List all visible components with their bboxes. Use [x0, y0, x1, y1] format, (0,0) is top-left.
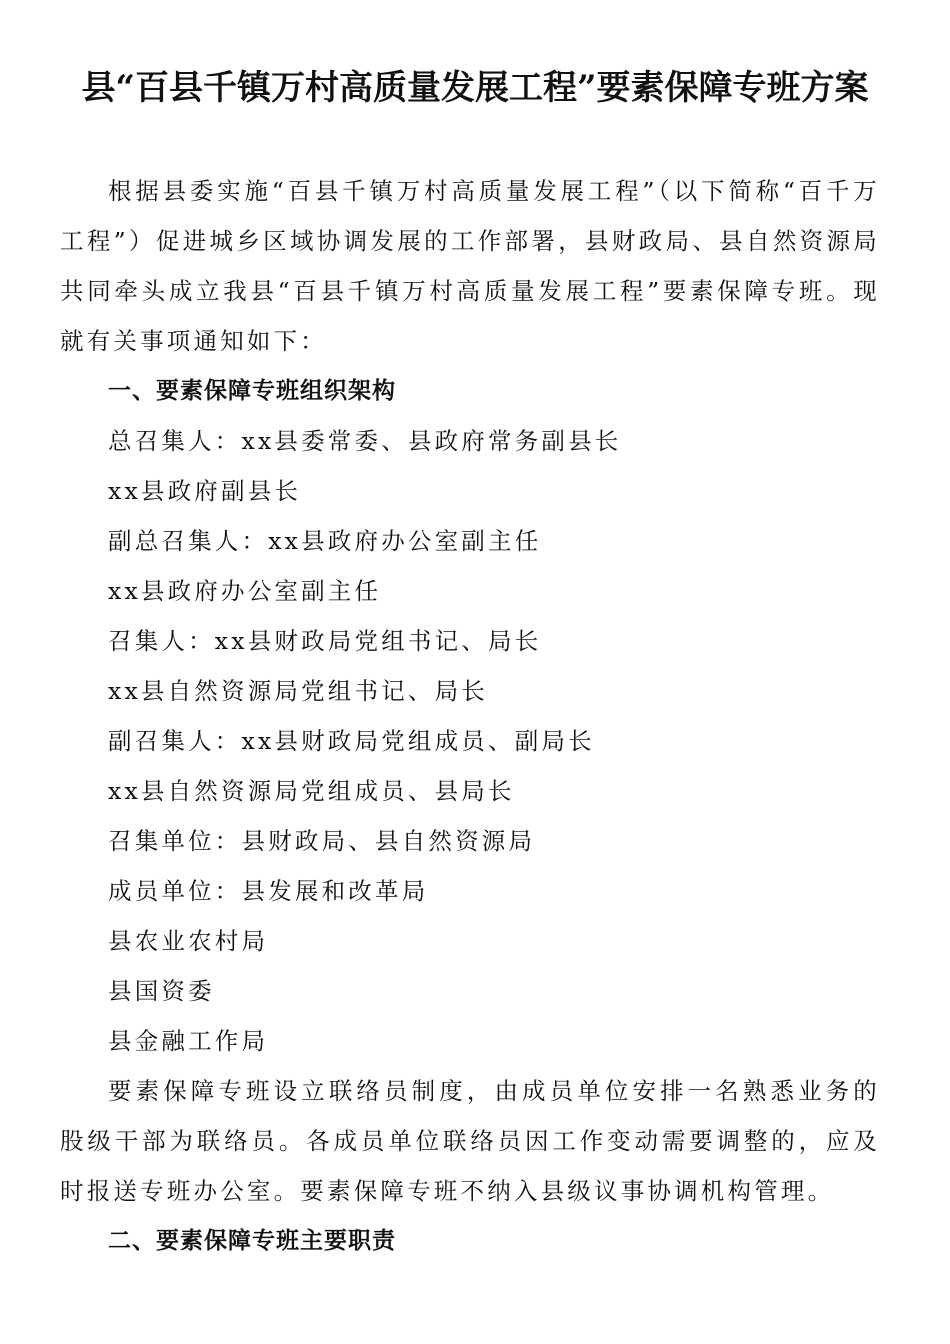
- org-line: 召集人：xx县财政局党组书记、局长: [108, 627, 542, 655]
- org-line: xx县政府副县长: [108, 477, 302, 505]
- section-heading-organization: 一、要素保障专班组织架构: [108, 378, 396, 404]
- org-line: 县农业农村局: [108, 927, 269, 955]
- document-body: [60, 166, 880, 1266]
- org-line: xx县政府办公室副主任: [108, 577, 382, 605]
- org-line: 成员单位：县发展和改革局: [108, 877, 429, 905]
- org-line: 县国资委: [108, 977, 215, 1005]
- section-heading-duties: 二、要素保障专班主要职责: [108, 1228, 396, 1254]
- document-title: 县“百县千镇万村高质量发展工程”要素保障专班方案: [81, 68, 869, 108]
- org-line: xx县自然资源局党组书记、局长: [108, 677, 489, 705]
- org-line: xx县自然资源局党组成员、县局长: [108, 777, 515, 805]
- org-line: 县金融工作局: [108, 1027, 269, 1055]
- org-line: 召集单位：县财政局、县自然资源局: [108, 827, 536, 855]
- org-line: 总召集人：xx县委常委、县政府常务副县长: [108, 427, 622, 455]
- intro-paragraph: 根据县委实施“百县千镇万村高质量发展工程”（以下简称“百千万工程”）促进城乡区域协调发展的工作部署，县财政局、县自然资源局共同牵头成立我县“百县千镇万村高质量发展工程”要素保障专班。现就有关事项通知如下：: [60, 177, 880, 355]
- org-line: 副召集人：xx县财政局党组成员、副局长: [108, 727, 595, 755]
- org-line: 副总召集人：xx县政府办公室副主任: [108, 527, 542, 555]
- liaison-paragraph: 要素保障专班设立联络员制度，由成员单位安排一名熟悉业务的股级干部为联络员。各成员单位联络员因工作变动需要调整的，应及时报送专班办公室。要素保障专班不纳入县级议事协调机构管理。: [60, 1077, 880, 1205]
